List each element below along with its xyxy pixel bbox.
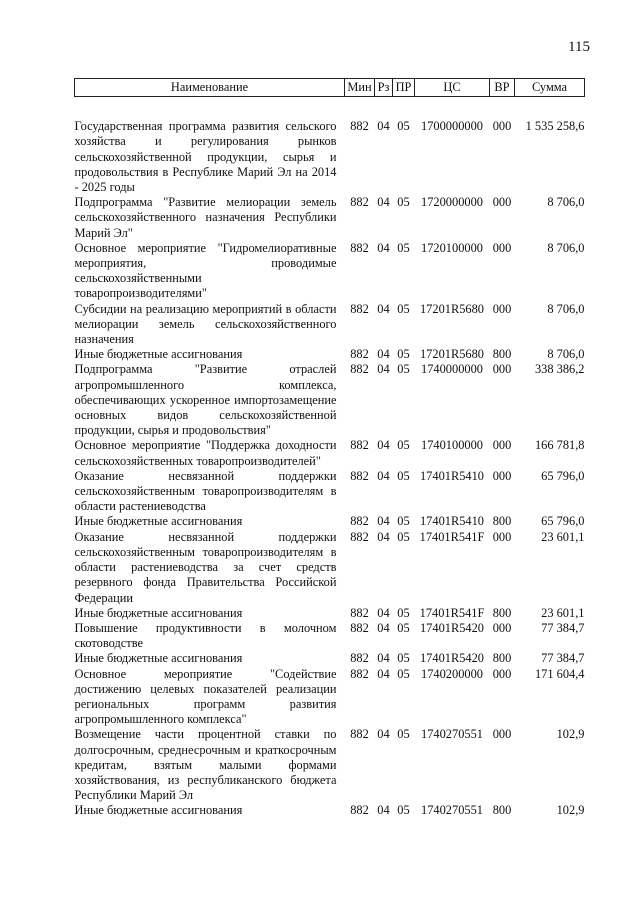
table-header-row: [75, 79, 585, 97]
cell-cs: 1740100000: [421, 438, 483, 453]
cell-min: 882: [350, 727, 369, 742]
cell-vr: 000: [492, 666, 512, 681]
cell-pr: 05: [397, 468, 410, 483]
cell-cs: 1740270551: [421, 727, 483, 742]
table-row: [75, 530, 585, 606]
cell-pr: 05: [397, 651, 410, 666]
cell-pr: 05: [397, 119, 410, 134]
cell-rz: 04: [377, 119, 390, 134]
header-name: Наименование: [75, 79, 345, 97]
cell-rz: 04: [377, 438, 390, 453]
cell-vr: 000: [492, 438, 512, 453]
cell-rz: 04: [377, 605, 390, 620]
cell-rz: 04: [377, 620, 390, 635]
cell-min: 882: [350, 605, 369, 620]
cell-pr: 05: [397, 240, 410, 255]
cell-sum: 77 384,7: [541, 651, 585, 666]
table-row: [75, 621, 585, 651]
table-row: [75, 119, 585, 195]
cell-min: 882: [350, 195, 369, 210]
cell-min: 882: [350, 362, 369, 377]
header-cs: ЦС: [415, 79, 490, 97]
cell-min: 882: [350, 240, 369, 255]
cell-min: 882: [350, 651, 369, 666]
cell-vr: 000: [492, 727, 512, 742]
cell-sum: 23 601,1: [541, 605, 585, 620]
cell-vr: 000: [492, 362, 512, 377]
cell-min: 882: [350, 301, 369, 316]
cell-cs: 17401R5410: [419, 514, 485, 529]
cell-name: Государственная программа развития сельского хозяйства и регулирования рынков сельскохозяйственной продукции, сырья и продовольствия в Республике Марий Эл на 2014 - 2025 годы: [74, 119, 337, 195]
cell-name: Иные бюджетные ассигнования: [74, 605, 243, 620]
cell-name: Основное мероприятие "Гидромелиоративные мероприятия, проводимые сельскохозяйственными товаропроизводителями": [74, 240, 337, 301]
cell-cs: 1740200000: [421, 666, 483, 681]
cell-sum: 171 604,4: [534, 666, 585, 681]
cell-rz: 04: [377, 468, 390, 483]
cell-sum: 65 796,0: [541, 468, 585, 483]
cell-sum: 8 706,0: [547, 301, 585, 316]
cell-sum: 338 386,2: [534, 362, 585, 377]
cell-rz: 04: [377, 651, 390, 666]
cell-vr: 000: [492, 620, 512, 635]
table-row: [75, 241, 585, 302]
cell-sum: 77 384,7: [541, 620, 585, 635]
cell-pr: 05: [397, 195, 410, 210]
cell-name: Основное мероприятие "Поддержка доходности сельскохозяйственных товаропроизводителей": [74, 438, 337, 468]
cell-rz: 04: [377, 529, 390, 544]
cell-vr: 000: [492, 468, 512, 483]
cell-name: Подпрограмма "Развитие мелиорации земель сельскохозяйственного назначения Республики Марий Эл": [74, 195, 337, 240]
page-number: 115: [568, 39, 590, 55]
cell-rz: 04: [377, 347, 390, 362]
cell-min: 882: [350, 620, 369, 635]
cell-pr: 05: [397, 620, 410, 635]
cell-min: 882: [350, 529, 369, 544]
header-pr: ПР: [393, 79, 415, 97]
cell-rz: 04: [377, 666, 390, 681]
cell-vr: 800: [492, 347, 512, 362]
cell-vr: 000: [492, 195, 512, 210]
cell-sum: 8 706,0: [547, 347, 585, 362]
cell-name: Оказание несвязанной поддержки сельскохозяйственным товаропроизводителям в области растениеводства: [74, 468, 337, 514]
cell-min: 882: [350, 347, 369, 362]
cell-pr: 05: [397, 438, 410, 453]
cell-cs: 17201R5680: [419, 301, 485, 316]
cell-cs: 17401R5420: [419, 651, 485, 666]
cell-pr: 05: [397, 529, 410, 544]
cell-min: 882: [350, 438, 369, 453]
cell-sum: 8 706,0: [547, 195, 585, 210]
table-row: [75, 514, 585, 529]
cell-rz: 04: [377, 803, 390, 818]
budget-table: [74, 78, 585, 819]
cell-vr: 000: [492, 529, 512, 544]
cell-min: 882: [350, 119, 369, 134]
cell-vr: 800: [492, 651, 512, 666]
cell-sum: 1 535 258,6: [525, 119, 585, 134]
cell-sum: 102,9: [556, 727, 585, 742]
header-min: Мин: [345, 79, 375, 97]
table-row: [75, 347, 585, 362]
cell-rz: 04: [377, 727, 390, 742]
cell-rz: 04: [377, 240, 390, 255]
cell-vr: 800: [492, 605, 512, 620]
cell-vr: 000: [492, 119, 512, 134]
cell-pr: 05: [397, 301, 410, 316]
cell-vr: 000: [492, 240, 512, 255]
cell-sum: 65 796,0: [541, 514, 585, 529]
cell-pr: 05: [397, 347, 410, 362]
cell-name: Иные бюджетные ассигнования: [74, 651, 243, 666]
table-row: [75, 362, 585, 438]
cell-pr: 05: [397, 514, 410, 529]
cell-cs: 1740270551: [421, 803, 483, 818]
cell-sum: 8 706,0: [547, 240, 585, 255]
cell-cs: 1720000000: [421, 195, 483, 210]
header-sum: Сумма: [515, 79, 585, 97]
cell-name: Иные бюджетные ассигнования: [74, 514, 243, 529]
table-row: [75, 302, 585, 348]
cell-rz: 04: [377, 195, 390, 210]
table-row: [75, 651, 585, 666]
cell-cs: 17401R541F: [419, 605, 485, 620]
cell-vr: 800: [492, 514, 512, 529]
header-vr: ВР: [490, 79, 515, 97]
cell-pr: 05: [397, 803, 410, 818]
cell-pr: 05: [397, 605, 410, 620]
cell-cs: 17401R541F: [419, 529, 485, 544]
cell-cs: 17201R5680: [419, 347, 485, 362]
cell-name: Подпрограмма "Развитие отраслей агропромышленного комплекса, обеспечивающих ускоренное импортозамещение основных видов сельскохозяйственной продукции, сырья и продовольствия": [74, 362, 337, 438]
cell-name: Повышение продуктивности в молочном скотоводстве: [74, 620, 337, 651]
cell-min: 882: [350, 666, 369, 681]
table-row: [75, 438, 585, 468]
cell-sum: 166 781,8: [534, 438, 585, 453]
cell-cs: 1700000000: [421, 119, 483, 134]
header-rz: Рз: [375, 79, 393, 97]
table-row: [75, 727, 585, 803]
cell-min: 882: [350, 514, 369, 529]
cell-cs: 1740000000: [421, 362, 483, 377]
cell-pr: 05: [397, 362, 410, 377]
cell-min: 882: [350, 803, 369, 818]
table-row: [75, 803, 585, 818]
cell-name: Субсидии на реализацию мероприятий в области мелиорации земель сельскохозяйственного назначения: [74, 301, 337, 347]
cell-name: Оказание несвязанной поддержки сельскохозяйственным товаропроизводителям в области растениеводства за счет средств резервного фонда Правительства Российской Федерации: [74, 529, 337, 605]
cell-min: 882: [350, 468, 369, 483]
cell-cs: 1720100000: [421, 240, 483, 255]
table-row: [75, 606, 585, 621]
cell-cs: 17401R5420: [419, 620, 485, 635]
cell-rz: 04: [377, 301, 390, 316]
cell-rz: 04: [377, 362, 390, 377]
cell-rz: 04: [377, 514, 390, 529]
cell-name: Иные бюджетные ассигнования: [74, 347, 243, 362]
cell-sum: 102,9: [556, 803, 585, 818]
table-row: [75, 469, 585, 515]
cell-name: Иные бюджетные ассигнования: [74, 803, 243, 818]
cell-vr: 000: [492, 301, 512, 316]
cell-cs: 17401R5410: [419, 468, 485, 483]
cell-vr: 800: [492, 803, 512, 818]
cell-name: Возмещение части процентной ставки по долгосрочным, среднесрочным и краткосрочным кредитам, взятым малыми формами хозяйствования, из республиканского бюджета Республики Марий Эл: [74, 727, 337, 803]
table-row: [75, 195, 585, 241]
table-row: [75, 667, 585, 728]
cell-sum: 23 601,1: [541, 529, 585, 544]
cell-name: Основное мероприятие "Содействие достижению целевых показателей реализации региональных программ развития агропромышленного комплекса": [74, 666, 337, 727]
cell-pr: 05: [397, 666, 410, 681]
cell-pr: 05: [397, 727, 410, 742]
